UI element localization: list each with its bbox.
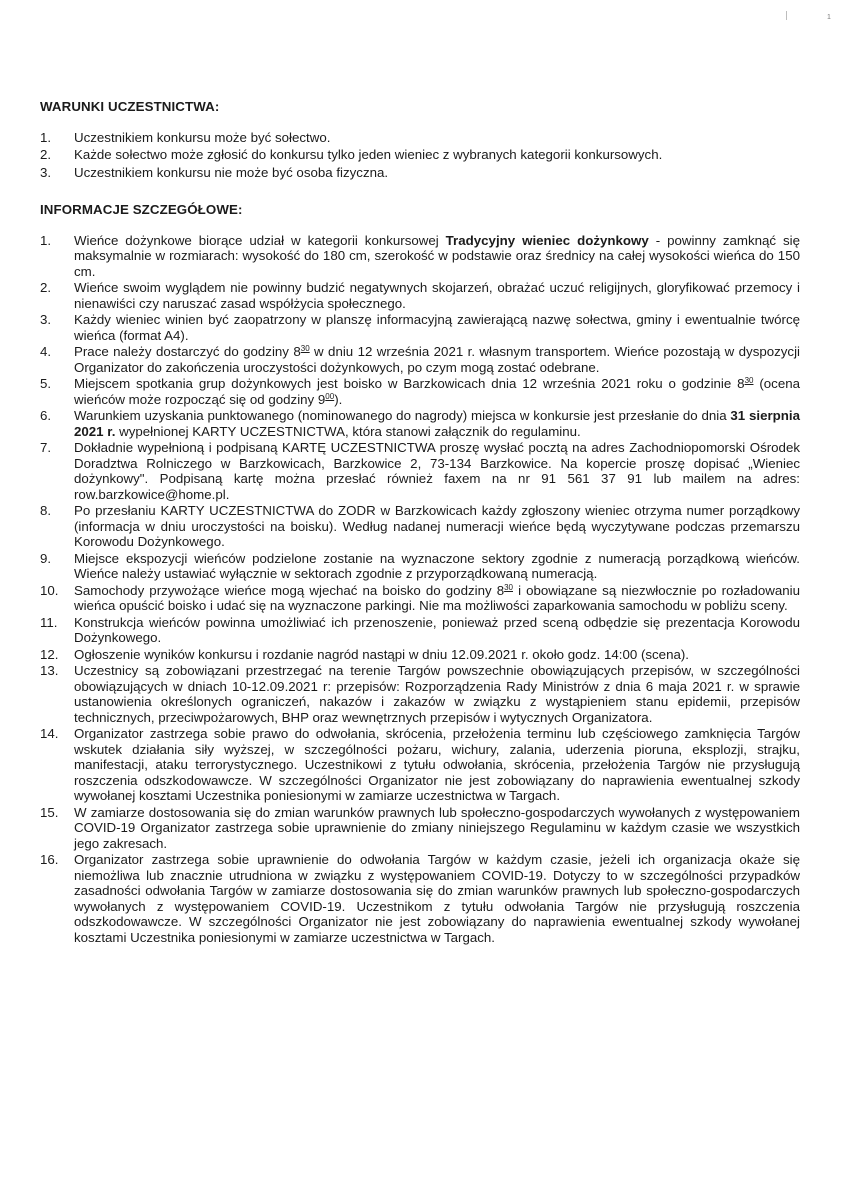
item-text: Po przesłaniu KARTY UCZESTNICTWA do ZODR w Barzkowicach każdy zgłoszony wieniec otrzyma numer porządkowy (informacja w dniu uroczystości na boisku). Według nadanej numeracji wieńce będą wyczytywane podczas przemarszu Korowodu Dożynkowego. — [74, 503, 800, 549]
list-item — [40, 440, 800, 502]
item-text-part: Miejscem spotkania grup dożynkowych jest boisko w Barzkowicach dnia 12 września 2021 roku o godzinie 8 — [74, 376, 745, 391]
item-number: 2. — [40, 147, 52, 162]
item-text: Wieńce swoim wyglądem nie powinny budzić negatywnych skojarzeń, obrażać uczuć religijnych, gloryfikować przemocy i nienawiści czy naruszać zasad współżycia społecznego. — [74, 280, 800, 311]
item-number: 15. — [40, 804, 59, 820]
item-text: Uczestnicy są zobowiązani przestrzegać na terenie Targów powszechnie obowiązujących przepisów, w szczególności obowiązujących w dniach 10-12.09.2021 r: przepisów: Rozporządzenia Rady Ministrów z dnia 6 maja 2021 r. w sprawie ustanowienia określonych ograniczeń, nakazów i zakazów w związku z wystąpieniem stanu epidemii, przepisów technicznych, przeciwpożarowych, BHP oraz wewnętrznych przepisów i wytycznych Organizatora. — [74, 663, 800, 725]
list-item — [40, 130, 800, 146]
item-text-part: - powinny zamknąć się maksymalnie w rozmiarach: wysokość do 180 cm, szerokość w podstawie oraz średnicy na całej wysokości wieńca do 150 cm. — [74, 232, 800, 279]
item-text: Każde sołectwo może zgłosić do konkursu tylko jeden wieniec z wybranych kategorii konkursowych. — [74, 147, 663, 162]
item-text-part: Warunkiem uzyskania punktowanego (nominowanego do nagrody) miejsca w konkursie jest przesłanie do dnia — [74, 408, 731, 423]
list-item — [40, 663, 800, 725]
item-text-bold: Tradycyjny wieniec dożynkowy — [445, 232, 649, 248]
item-text — [74, 583, 800, 614]
item-text-part: w dniu 12 września 2021 r. własnym transportem. Wieńce pozostają w dyspozycji Organizator do zakończenia uroczystości dożynkowych, po czym mogą zostać odebrane. — [74, 344, 800, 375]
item-number: 10. — [40, 582, 59, 598]
scan-mark — [786, 11, 787, 20]
item-text: Uczestnikiem konkursu może być sołectwo. — [74, 129, 331, 145]
list-item — [40, 551, 800, 582]
list-item — [40, 344, 800, 375]
item-text: Miejsce ekspozycji wieńców podzielone zostanie na wyznaczone sektory zgodnie z numeracją porządkową wieńców. Wieńce należy ustawiać wyłącznie w sektorach zgodnie z przyporządkowaną numeracją. — [74, 550, 800, 581]
superscript-minutes: 30 — [744, 376, 754, 385]
item-number: 4. — [40, 344, 52, 359]
item-text: Uczestnikiem konkursu nie może być osoba fizyczna. — [74, 164, 389, 180]
item-text: Organizator zastrzega sobie uprawnienie do odwołania Targów w każdym czasie, jeżeli ich organizacja okaże się niemożliwa lub znacznie utrudniona w związku z występowaniem COVID-19. Dotyczy to w szczególności przypadków zasadności odwołania Targów w zamiarze dostosowania się do zmian warunków prawnych lub społeczno-gospodarczych wywołanych z występowaniem COVID-19. Uczestnikom z tytułu odwołania Targów nie przysługują roszczenia odszkodowawcze. W szczególności Organizator nie jest zobowiązany do naprawienia ewentualnej szkody wywołanej kosztami Uczestnika poniesionymi w zamiarze uczestnictwa w Targach. — [74, 852, 800, 945]
item-text-part: (ocena wieńców może rozpocząć się od godziny 9 — [74, 376, 801, 407]
item-number: 12. — [40, 646, 59, 662]
item-text: W zamiarze dostosowania się do zmian warunków prawnych lub społeczno-gospodarczych wywołanych z występowaniem COVID-19 Organizator zastrzega sobie uprawnienie do zmiany niniejszego Regulaminu w każdym czasie we wszystkich jego zakresach. — [74, 804, 800, 851]
item-number: 5. — [40, 376, 52, 391]
superscript-minutes: 00 — [325, 391, 335, 401]
list-item — [40, 852, 800, 945]
conditions-heading: WARUNKI UCZESTNICTWA: — [40, 99, 220, 114]
conditions-list — [40, 130, 800, 181]
superscript-minutes: 30 — [300, 344, 310, 353]
list-item — [40, 615, 800, 646]
item-text-part: Wieńce dożynkowe biorące udział w kategorii konkursowej — [74, 232, 446, 248]
item-text-part: i obowiązane są niezwłocznie po rozładowaniu wieńca opuścić boisko i udać się na wyznaczone parkingi. Nie ma możliwości zaparkowania samochodu w pobliżu sceny. — [74, 582, 800, 613]
item-text: Konstrukcja wieńców powinna umożliwiać ich przenoszenie, ponieważ przed sceną odbędzie się prezentacja Korowodu Dożynkowego. — [74, 614, 800, 645]
item-text — [74, 408, 800, 439]
list-item — [40, 376, 800, 407]
details-list — [40, 233, 800, 946]
item-number: 3. — [40, 312, 52, 327]
item-text-part: Samochody przywożące wieńce mogą wjechać na boisko do godziny 8 — [74, 582, 505, 598]
list-item — [40, 503, 800, 550]
list-item — [40, 726, 800, 804]
item-number: 16. — [40, 852, 59, 867]
list-item — [40, 408, 800, 439]
list-item — [40, 233, 800, 280]
item-text — [74, 233, 800, 279]
list-item — [40, 583, 800, 614]
item-number: 13. — [40, 663, 59, 678]
item-text: Organizator zastrzega sobie prawo do odwołania, skrócenia, przełożenia terminu lub częściowego zamknięcia Targów wskutek działania siły wyższej, w szczególności pożaru, wichury, zalania, uderzenia pioruna, eksplozji, strajku, manifestacji, ataku terrorystycznego. Uczestnikowi z tytułu odwołania, skrócenia, przełożenia Targów nie przysługują roszczenia odszkodowawcze. W szczególności Organizator nie jest zobowiązany do naprawienia ewentualnej szkody wywołanej kosztami Uczestnika poniesionymi w zamiarze uczestnictwa w Targach. — [74, 726, 800, 803]
item-text-part: Prace należy dostarczyć do godziny 8 — [74, 344, 301, 359]
page-number: 1 — [827, 14, 831, 21]
details-heading: INFORMACJE SZCZEGÓŁOWE: — [40, 202, 243, 217]
item-number: 11. — [40, 614, 58, 630]
item-text: Dokładnie wypełnioną i podpisaną KARTĘ UCZESTNICTWA proszę wysłać pocztą na adres Zachodniopomorski Ośrodek Doradztwa Rolniczego w Barzkowicach, Barzkowice 2, 73-134 Barzkowice. Na kopercie proszę dopisać „Wieniec dożynkowy". Podpisaną kartę można przesłać również faxem na nr 91 561 37 91 lub mailem na adres: row.barzkowice@home.pl. — [74, 440, 800, 502]
list-item — [40, 805, 800, 852]
item-text: Każdy wieniec winien być zaopatrzony w planszę informacyjną zawierającą nazwę sołectwa, gminy i ewentualnie twórcę wieńca (format A4). — [74, 312, 800, 343]
item-number: 7. — [40, 440, 52, 455]
item-number: 1. — [40, 129, 52, 145]
list-item — [40, 312, 800, 343]
item-number: 14. — [40, 726, 59, 741]
list-item — [40, 147, 800, 163]
item-number: 8. — [40, 503, 52, 518]
list-item — [40, 280, 800, 311]
item-text-bold: 31 sierpnia 2021 r. — [74, 408, 800, 439]
item-number: 1. — [40, 232, 52, 248]
list-item — [40, 165, 800, 181]
item-number: 9. — [40, 550, 52, 566]
superscript-minutes: 30 — [504, 582, 513, 592]
item-text: Ogłoszenie wyników konkursu i rozdanie nagród nastąpi w dniu 12.09.2021 r. około godz. 14:00 (scena). — [74, 646, 689, 662]
list-item — [40, 647, 800, 663]
regulation-document — [40, 99, 800, 946]
item-text — [74, 376, 800, 407]
item-number: 6. — [40, 408, 52, 423]
item-text — [74, 344, 800, 375]
item-text-part: ). — [334, 391, 343, 407]
item-number: 2. — [40, 280, 52, 295]
item-number: 3. — [40, 164, 52, 180]
item-text-part: wypełnionej KARTY UCZESTNICTWA, która stanowi załącznik do regulaminu. — [115, 423, 581, 439]
